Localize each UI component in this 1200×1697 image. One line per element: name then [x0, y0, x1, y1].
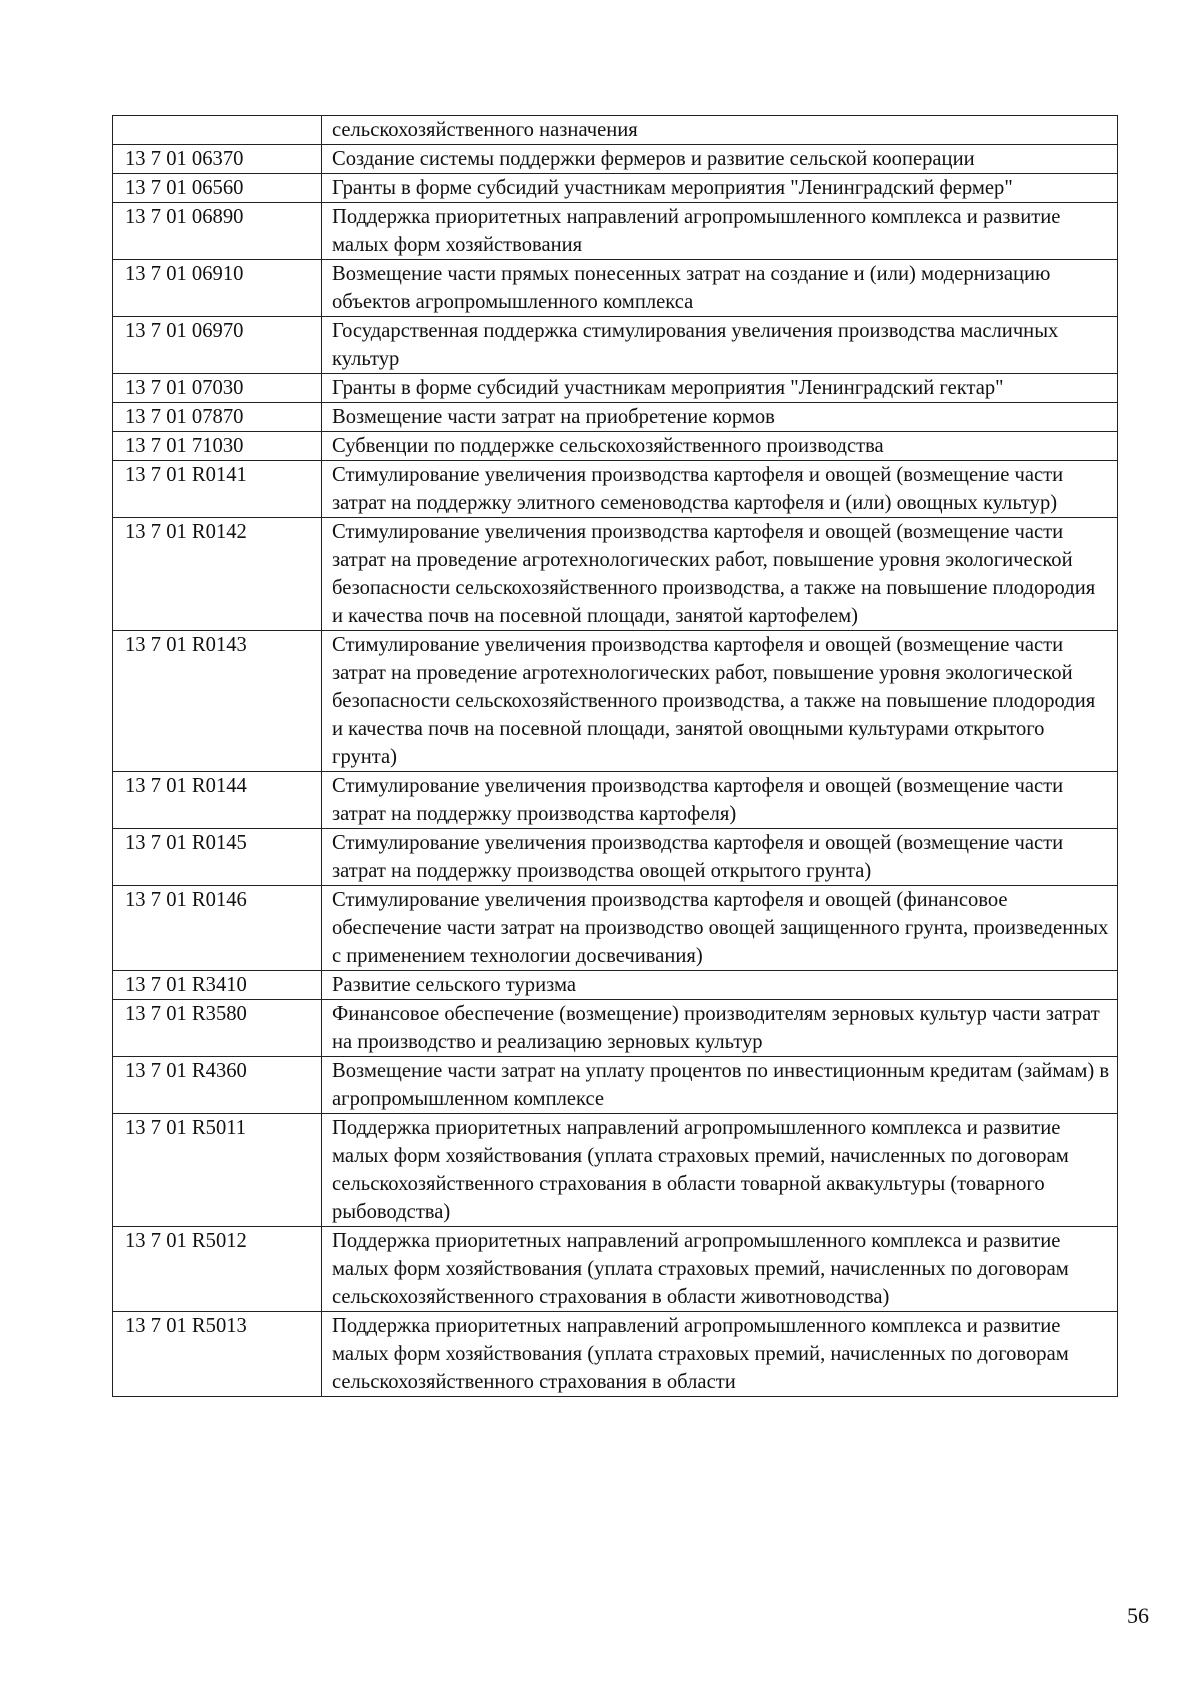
table-row	[113, 116, 1118, 145]
table-row	[113, 1000, 1118, 1057]
table-row	[113, 260, 1118, 317]
target-name-cell: сельскохозяйственного назначения	[322, 116, 1118, 145]
target-code-cell: 13 7 01 06910	[113, 260, 322, 317]
table-row	[113, 1227, 1118, 1312]
target-code-cell: 13 7 01 07030	[113, 374, 322, 403]
target-name-cell: Поддержка приоритетных направлений агропромышленного комплекса и развитие малых форм хозяйствования (уплата страховых премий, начисленных по договорам сельскохозяйственного страхования в области животноводства)	[322, 1227, 1118, 1312]
target-code-cell: 13 7 01 71030	[113, 432, 322, 461]
target-name-cell: Государственная поддержка стимулирования увеличения производства масличных культур	[322, 317, 1118, 374]
target-code-cell: 13 7 01 R3580	[113, 1000, 322, 1057]
table-row	[113, 886, 1118, 971]
target-name-cell: Стимулирование увеличения производства картофеля и овощей (возмещение части затрат на проведение агротехнологических работ, повышение уровня экологической безопасности сельскохозяйственного производства, а также на повышение плодородия и качества почв на посевной площади, занятой овощными культурами открытого грунта)	[322, 631, 1118, 772]
target-name-cell: Стимулирование увеличения производства картофеля и овощей (возмещение части затрат на поддержку производства овощей открытого грунта)	[322, 829, 1118, 886]
target-code-cell: 13 7 01 06560	[113, 174, 322, 203]
target-name-cell: Возмещение части прямых понесенных затрат на создание и (или) модернизацию объектов агропромышленного комплекса	[322, 260, 1118, 317]
target-code-cell: 13 7 01 R0141	[113, 461, 322, 518]
target-code-cell: 13 7 01 R5011	[113, 1114, 322, 1227]
target-code-cell: 13 7 01 R0144	[113, 772, 322, 829]
table-row	[113, 1114, 1118, 1227]
target-name-cell: Возмещение части затрат на приобретение кормов	[322, 403, 1118, 432]
page-number: 56	[1127, 1603, 1149, 1628]
target-code-cell: 13 7 01 06890	[113, 203, 322, 260]
target-name-cell: Возмещение части затрат на уплату процентов по инвестиционным кредитам (займам) в агропромышленном комплексе	[322, 1057, 1118, 1114]
target-name-cell: Гранты в форме субсидий участникам мероприятия "Ленинградский гектар"	[322, 374, 1118, 403]
target-name-cell: Финансовое обеспечение (возмещение) производителям зерновых культур части затрат на производство и реализацию зерновых культур	[322, 1000, 1118, 1057]
table-row	[113, 829, 1118, 886]
target-name-cell: Поддержка приоритетных направлений агропромышленного комплекса и развитие малых форм хозяйствования	[322, 203, 1118, 260]
target-name-cell: Стимулирование увеличения производства картофеля и овощей (возмещение части затрат на проведение агротехнологических работ, повышение уровня экологической безопасности сельскохозяйственного производства, а также на повышение плодородия и качества почв на посевной площади, занятой картофелем)	[322, 518, 1118, 631]
target-name-cell: Стимулирование увеличения производства картофеля и овощей (возмещение части затрат на поддержку производства картофеля)	[322, 772, 1118, 829]
table-row	[113, 432, 1118, 461]
target-code-cell	[113, 116, 322, 145]
target-name-cell: Стимулирование увеличения производства картофеля и овощей (возмещение части затрат на поддержку элитного семеноводства картофеля и (или) овощных культур)	[322, 461, 1118, 518]
table-row	[113, 971, 1118, 1000]
table-row	[113, 1312, 1118, 1397]
table-row	[113, 174, 1118, 203]
target-code-cell: 13 7 01 R0143	[113, 631, 322, 772]
table-row	[113, 203, 1118, 260]
table-row	[113, 403, 1118, 432]
target-name-cell: Поддержка приоритетных направлений агропромышленного комплекса и развитие малых форм хозяйствования (уплата страховых премий, начисленных по договорам сельскохозяйственного страхования в области	[322, 1312, 1118, 1397]
target-name-cell: Субвенции по поддержке сельскохозяйственного производства	[322, 432, 1118, 461]
table-row	[113, 631, 1118, 772]
target-code-cell: 13 7 01 06970	[113, 317, 322, 374]
target-name-cell: Стимулирование увеличения производства картофеля и овощей (финансовое обеспечение части затрат на производство овощей защищенного грунта, произведенных с применением технологии досвечивания)	[322, 886, 1118, 971]
table-row	[113, 518, 1118, 631]
target-code-cell: 13 7 01 R5013	[113, 1312, 322, 1397]
target-code-cell: 13 7 01 06370	[113, 145, 322, 174]
target-name-cell: Поддержка приоритетных направлений агропромышленного комплекса и развитие малых форм хозяйствования (уплата страховых премий, начисленных по договорам сельскохозяйственного страхования в области товарной аквакультуры (товарного рыбоводства)	[322, 1114, 1118, 1227]
target-code-cell: 13 7 01 R0145	[113, 829, 322, 886]
table-row	[113, 461, 1118, 518]
target-code-cell: 13 7 01 R0146	[113, 886, 322, 971]
table-row	[113, 145, 1118, 174]
table-row	[113, 317, 1118, 374]
table-row	[113, 1057, 1118, 1114]
target-code-cell: 13 7 01 R3410	[113, 971, 322, 1000]
target-code-cell: 13 7 01 R5012	[113, 1227, 322, 1312]
target-name-cell: Гранты в форме субсидий участникам мероприятия "Ленинградский фермер"	[322, 174, 1118, 203]
target-code-cell: 13 7 01 07870	[113, 403, 322, 432]
target-name-cell: Развитие сельского туризма	[322, 971, 1118, 1000]
target-code-cell: 13 7 01 R4360	[113, 1057, 322, 1114]
budget-classification-table	[112, 115, 1118, 1397]
table-row	[113, 772, 1118, 829]
table-body	[113, 116, 1118, 1397]
target-name-cell: Создание системы поддержки фермеров и развитие сельской кооперации	[322, 145, 1118, 174]
table-row	[113, 374, 1118, 403]
target-code-cell: 13 7 01 R0142	[113, 518, 322, 631]
